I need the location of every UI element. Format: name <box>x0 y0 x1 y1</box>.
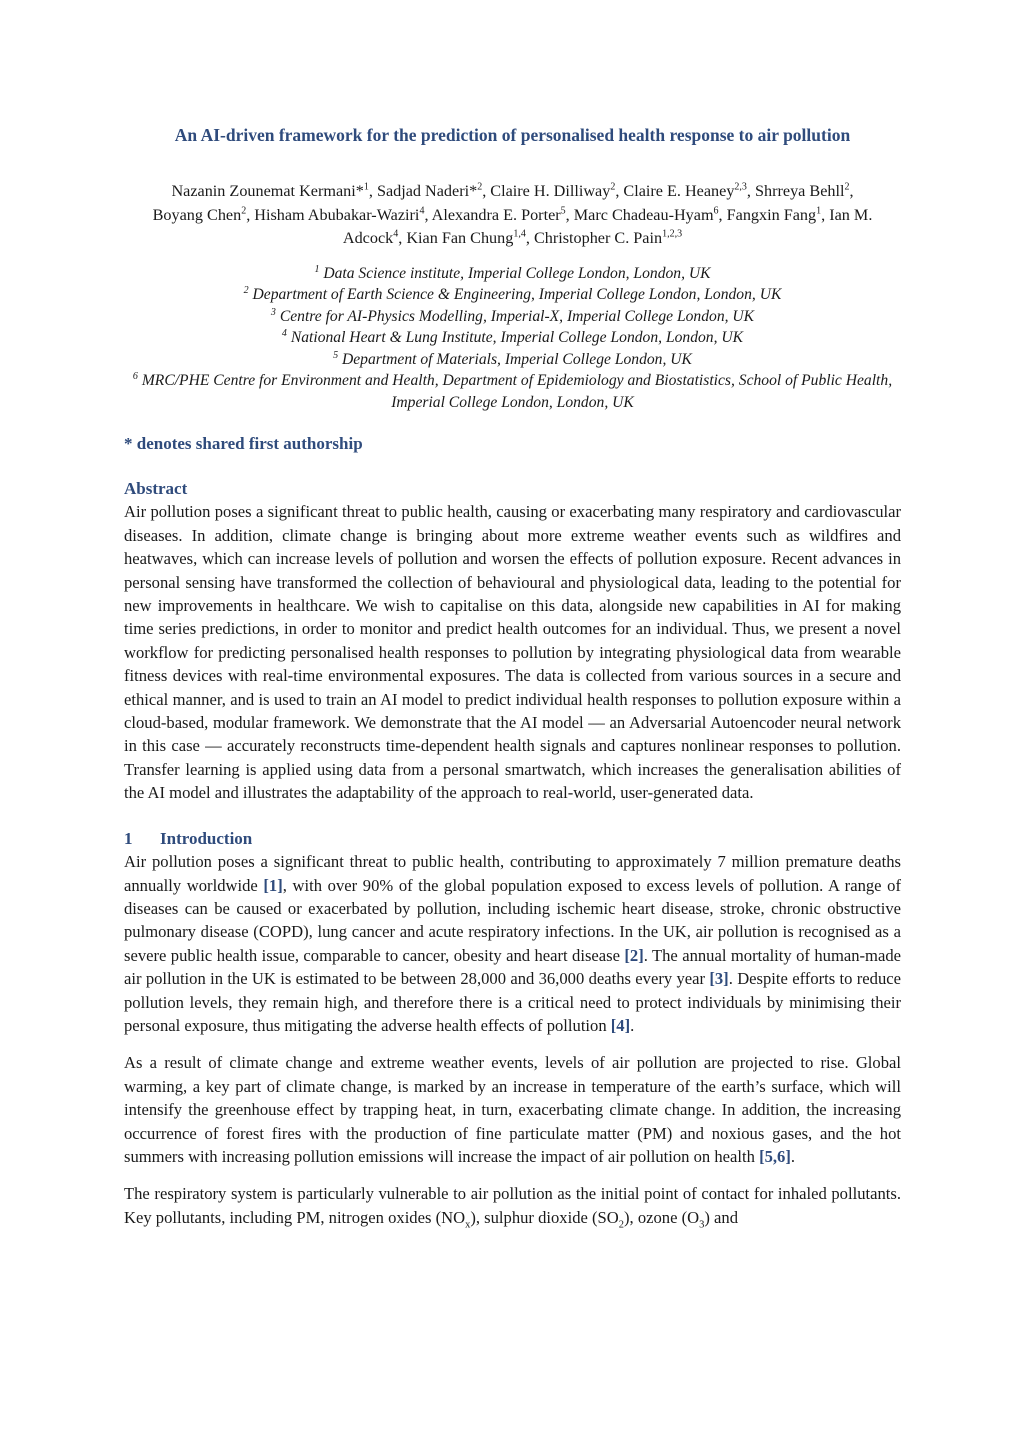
section-heading-introduction <box>124 827 901 850</box>
author: Shrreya Behll$^2$ <box>755 181 850 200</box>
author-list: Nazanin Zounemat Kermani*$^1$, Sadjad Naderi*$^2$, Claire H. Dilliway$^2$, Claire E. Heaney$^{2,3}$, Shrreya Behll$^2$, Boyang Chen$^2$, Hisham Abubakar-Waziri$^4$, Alexandra E. Porter$^5$, Marc Chadeau-Hyam$^6$, Fangxin Fang$^1$, Ian M. Adcock$^4$, Kian Fan Chung$^{1,4}$, Christopher C. Pain$^{1,2,3}$ <box>152 181 873 247</box>
citation-link[interactable]: [4] <box>610 1015 631 1035</box>
author: Sadjad Naderi*$^2$ <box>376 181 483 200</box>
author: Claire H. Dilliway$^2$ <box>490 181 616 200</box>
citation-link[interactable]: [2] <box>624 945 644 965</box>
section-number: 1 <box>124 828 133 848</box>
abstract-text: Air pollution poses a significant threat to public health, causing or exacerbating many respiratory and cardiovascular diseases. In addition, climate change is bringing about more extreme weather events such as wildfires and heatwaves, which can increase levels of pollution and worsen the effects of pollution exposure. Recent advances in personal sensing have transformed the collection of behavioural and physiological data, leading to the potential for new improvements in healthcare. We wish to capitalise on this data, alongside new capabilities in AI for making time series predictions, in order to monitor and predict health outcomes for an individual. Thus, we present a novel workflow for predicting personalised health responses to pollution by integrating physiological data from wearable fitness devices with real-time environmental exposures. The data is collected from various sources in a secure and ethical manner, and is used to train an AI model to predict individual health responses to pollution exposure within a cloud-based, modular framework. We demonstrate that the AI model — an Adversarial Autoencoder neural network in this case — accurately reconstructs time-dependent health signals and captures nonlinear responses to pollution. Transfer learning is applied using data from a personal smartwatch, which increases the generalisation abilities of the AI model and illustrates the adaptability of the approach to real-world, user-generated data. <box>124 502 901 803</box>
paper-title: An AI-driven framework for the prediction of personalised health response to air pollution <box>174 125 851 145</box>
intro-paragraph-3: The respiratory system is particularly vulnerable to air pollution as the initial point of contact for inhaled pollutants. Key pollutants, including PM, nitrogen oxides $(NO_x)$, sulphur dioxide $(SO_2)$, ozone $(O_3)$ and <box>124 1184 901 1231</box>
author: Boyang Chen$^2$ <box>152 205 247 224</box>
citation-link[interactable]: [5,6] <box>759 1146 791 1166</box>
affiliation: $^1$ Data Science institute, Imperial College London, London, UK <box>314 263 711 282</box>
author: Claire E. Heaney$^{2,3}$ <box>623 181 747 200</box>
affiliation-list <box>124 263 901 414</box>
affiliation: $^2$ Department of Earth Science & Engineering, Imperial College London, London, UK <box>243 284 782 303</box>
affiliation: $^4$ National Heart & Lung Institute, Imperial College London, London, UK <box>281 327 744 346</box>
intro-paragraph-1: Air pollution poses a significant threat to public health, contributing to approximately 7 million premature deaths annually worldwide [1], with over 90% of the global population exposed to excess levels of pollution. A range of diseases can be caused or exacerbated by pollution, including ischemic heart disease, stroke, chronic obstructive pulmonary disease (COPD), lung cancer and acute respiratory infections. In the UK, air pollution is recognised as a severe public health issue, comparable to cancer, obesity and heart disease [2]. The annual mortality of human-made air pollution in the UK is estimated to be between 28,000 and 36,000 deaths every year [3]. Despite efforts to reduce pollution levels, they remain high, and therefore there is a critical need to protect individuals by minimising their personal exposure, thus mitigating the adverse health effects of pollution [4]. <box>124 852 901 1035</box>
author: Ian M. Adcock$^4$ <box>342 205 873 247</box>
author: Christopher C. Pain$^{1,2,3}$ <box>533 228 683 247</box>
author: Nazanin Zounemat Kermani*$^1$ <box>171 181 369 200</box>
affiliation: $^5$ Department of Materials, Imperial College London, UK <box>333 349 692 368</box>
intro-paragraph-2: As a result of climate change and extreme weather events, levels of air pollution are projected to rise. Global warming, a key part of climate change, is marked by an increase in temperature of the earth’s surface, which will intensify the greenhouse effect by trapping heat, in turn, exacerbating climate change. In addition, the increasing occurrence of forest fires with the production of fine particulate matter (PM) and noxious gases, and the hot summers with increasing pollution emissions will increase the impact of air pollution on health [5,6]. <box>124 1053 901 1166</box>
author: Hisham Abubakar-Waziri$^4$ <box>254 205 425 224</box>
paper-page <box>124 124 901 1229</box>
citation-link[interactable]: [1] <box>263 875 283 895</box>
citation-link[interactable]: [3] <box>709 969 729 989</box>
abstract-heading: Abstract <box>124 479 188 498</box>
author: Fangxin Fang$^1$ <box>726 205 822 224</box>
author: Kian Fan Chung$^{1,4}$ <box>406 228 526 247</box>
affiliation: $^3$ Centre for AI-Physics Modelling, Imperial-X, Imperial College London, UK <box>270 306 755 325</box>
author: Marc Chadeau-Hyam$^6$ <box>573 205 719 224</box>
section-title: Introduction <box>160 828 253 848</box>
author: Alexandra E. Porter$^5$ <box>431 205 566 224</box>
shared-authorship-note: * denotes shared first authorship <box>124 434 363 453</box>
affiliation: $^6$ MRC/PHE Centre for Environment and Health, Department of Epidemiology and Biostatistics, School of Public Health, Imperial College London, London, UK <box>132 370 893 411</box>
